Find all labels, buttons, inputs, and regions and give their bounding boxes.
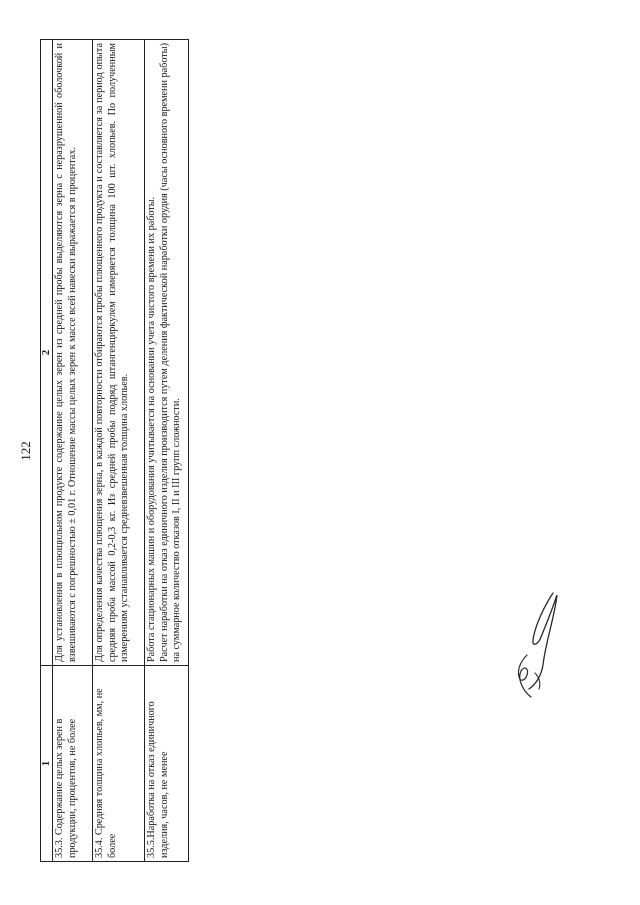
table-row <box>145 40 189 862</box>
row-method: Для определения качества плющения зерна, в каждой повторности отбираются пробы плющенного продукта и составляется за период опыта средняя проба массой 0,2-0,3 кг. Из средней пробы подряд штангенциркулем измеряется толщина 100 шт. хлопьев. По полученным измерениям устанавливается средневзвешенная толщина хлопьев. <box>93 40 145 666</box>
row-method: Для установления в плющильном продукте содержание целых зерен из средней пробы выделяются зерна с неразрушенной оболочкой и взвешиваются с погрешностью ± 0,01 г. Отношение массы целых зерен к массе всей навески выражается в процентах. <box>53 40 93 666</box>
row-parameter: 35.5.Наработка на отказ единичного изделия, часов, не менее <box>145 666 189 862</box>
table-row <box>53 40 93 862</box>
row-method <box>145 40 189 666</box>
page-number: 122 <box>18 441 33 461</box>
table-header-row <box>41 40 53 862</box>
method-line: Работа стационарных машин и оборудования учитывается на основании учета чистого времени их работы. <box>146 196 157 662</box>
row-parameter: 35.4. Средняя толщина хлопьев, мм, не более <box>93 666 145 862</box>
column-header-1: 1 <box>41 666 53 862</box>
table-row <box>93 40 145 862</box>
handwritten-signature <box>505 585 575 705</box>
rotated-page-content <box>18 40 204 862</box>
row-parameter: 35.3. Содержание целых зерен в продукции, процентов, не более <box>53 666 93 862</box>
column-header-2: 2 <box>41 40 53 666</box>
method-line: Расчет наработки на отказ единичного изделия производится путем деления фактической наработки орудия (часы основного времени работы) на суммарное количество отказов I, II и III групп сложности. <box>158 43 183 662</box>
specification-table <box>40 39 189 862</box>
